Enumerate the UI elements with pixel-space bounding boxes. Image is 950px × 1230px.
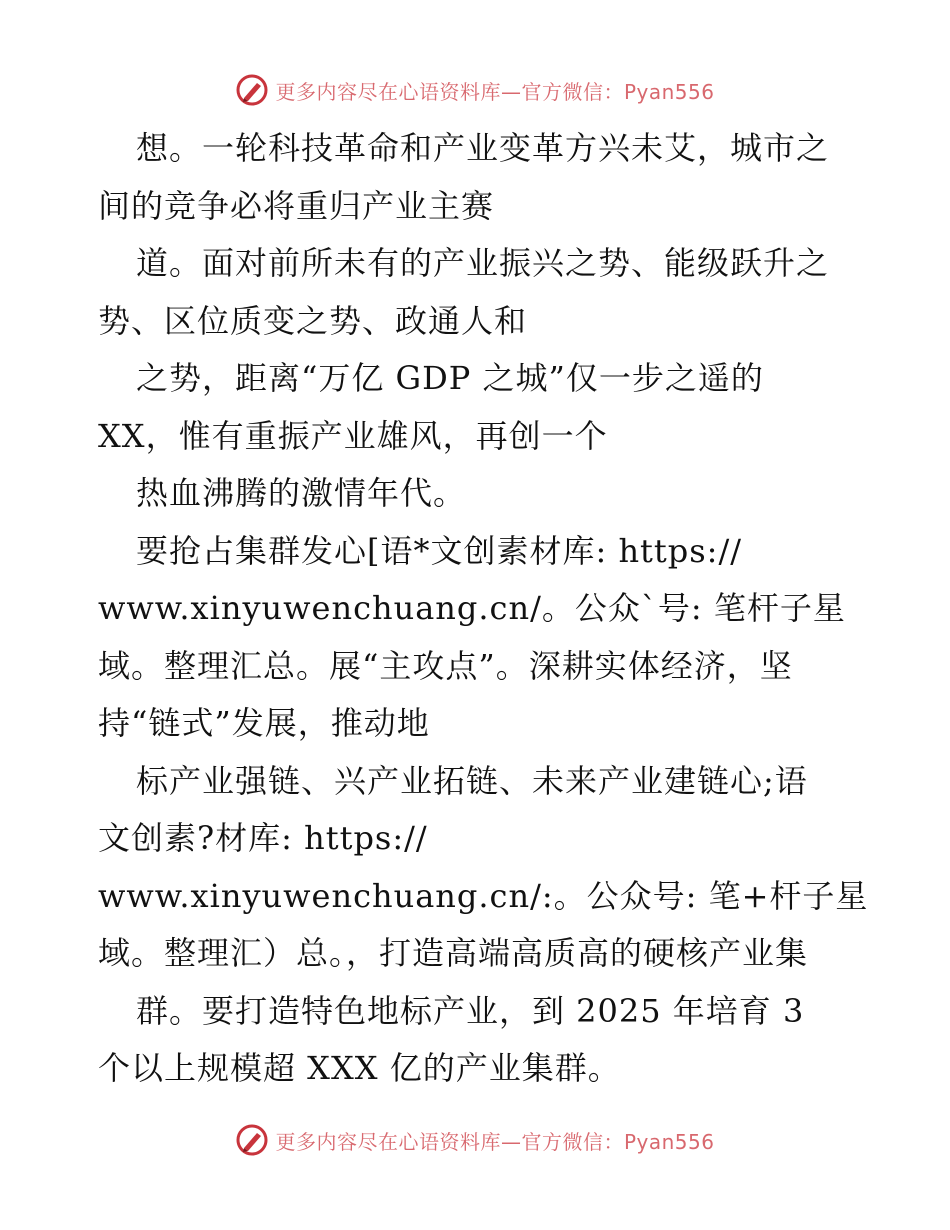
text-line: 想。一轮科技革命和产业变革方兴未艾，城市之 <box>136 129 830 167</box>
text-line: 势、区位质变之势、政通人和 <box>98 301 528 340</box>
text-line: 要抢占集群发心[语*文创素材库: https:// <box>136 531 743 570</box>
text-line: 持“链式”发展，推动地 <box>98 704 430 742</box>
footer-banner <box>0 1120 950 1160</box>
text-line: 间的竞争必将重归产业主赛 <box>98 186 495 225</box>
text-line: 群。要打造特色地标产业，到 2025 年培育 3 <box>136 991 805 1030</box>
text-line: XX，惟有重振产业雄风，再创一个 <box>98 416 608 455</box>
text-line: 个以上规模超 XXX 亿的产业集群。 <box>98 1049 621 1087</box>
text-line: 之势，距离“万亿 GDP 之城”仅一步之遥的 <box>136 359 764 397</box>
text-line: www.xinyuwenchuang.cn/。公众`号: 笔杆子星 <box>98 589 846 627</box>
text-line: 域。整理汇总。展“主攻点”。深耕实体经济，坚 <box>98 646 793 685</box>
pen-logo-icon <box>235 1123 269 1157</box>
header-banner-text: 更多内容尽在心语资料库—官方微信：Pyan556 <box>275 79 715 104</box>
pen-logo-icon <box>235 73 269 107</box>
header-banner <box>0 70 950 110</box>
document-body <box>98 120 869 1098</box>
text-line: 域。整理汇）总。，打造高端高质高的硬核产业集 <box>98 934 809 972</box>
text-line: www.xinyuwenchuang.cn/:。公众号: 笔+杆子星 <box>98 876 869 915</box>
text-line: 文创素?材库: https:// <box>98 819 428 857</box>
text-line: 标产业强链、兴产业拓链、未来产业建链心;语 <box>136 761 808 800</box>
text-line: 道。面对前所未有的产业振兴之势、能级跃升之 <box>136 244 830 282</box>
text-line: 热血沸腾的激情年代。 <box>136 474 467 512</box>
footer-banner-text: 更多内容尽在心语资料库—官方微信：Pyan556 <box>275 1129 715 1154</box>
